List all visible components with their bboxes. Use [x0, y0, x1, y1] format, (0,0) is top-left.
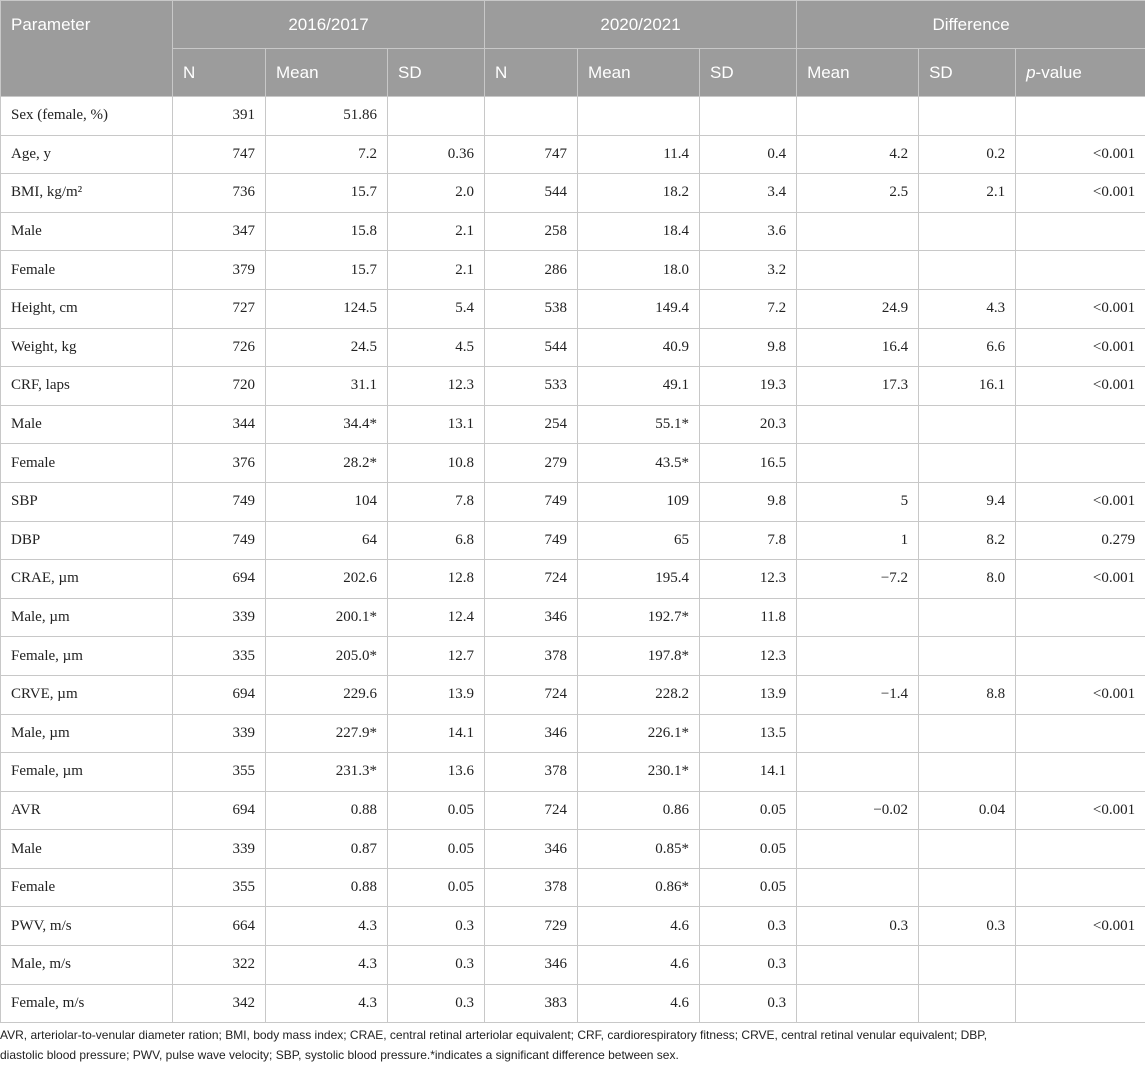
cell-n-2016: 355 [173, 868, 266, 907]
cell-diff-mean [797, 753, 919, 792]
cell-diff-sd: 0.2 [919, 135, 1016, 174]
table-row [1, 328, 1145, 367]
cell-parameter: Male, m/s [1, 946, 173, 985]
cell-sd-2016: 12.3 [388, 367, 485, 406]
cell-mean-2020: 192.7* [578, 598, 700, 637]
cell-p-value: <0.001 [1016, 907, 1145, 946]
cell-n-2016: 379 [173, 251, 266, 290]
cell-mean-2020: 230.1* [578, 753, 700, 792]
cell-n-2020: 346 [485, 598, 578, 637]
cell-diff-mean: 1 [797, 521, 919, 560]
cell-mean-2020: 65 [578, 521, 700, 560]
header-y1-sd: SD [388, 49, 485, 97]
table-row [1, 907, 1145, 946]
cell-n-2020: 533 [485, 367, 578, 406]
cell-n-2020: 724 [485, 791, 578, 830]
cell-diff-sd [919, 212, 1016, 251]
cell-diff-sd: 8.2 [919, 521, 1016, 560]
cell-diff-mean [797, 97, 919, 136]
header-p-italic: p [1026, 62, 1036, 82]
cell-p-value [1016, 405, 1145, 444]
cell-diff-mean: 2.5 [797, 174, 919, 213]
cell-mean-2016: 31.1 [266, 367, 388, 406]
cell-mean-2016: 28.2* [266, 444, 388, 483]
cell-n-2016: 376 [173, 444, 266, 483]
cell-n-2020: 729 [485, 907, 578, 946]
cell-mean-2020: 149.4 [578, 289, 700, 328]
cell-sd-2016: 5.4 [388, 289, 485, 328]
cell-mean-2016: 231.3* [266, 753, 388, 792]
cell-diff-sd [919, 444, 1016, 483]
cell-n-2020: 346 [485, 830, 578, 869]
cell-parameter: Male [1, 405, 173, 444]
cell-sd-2020: 0.3 [700, 946, 797, 985]
cell-mean-2020: 228.2 [578, 675, 700, 714]
cell-parameter: Female, µm [1, 637, 173, 676]
cell-p-value: <0.001 [1016, 675, 1145, 714]
cell-diff-sd [919, 97, 1016, 136]
footnote-line-2: diastolic blood pressure; PWV, pulse wave velocity; SBP, systolic blood pressure.*indicates a significant difference between sex. [0, 1048, 679, 1062]
cell-diff-sd: 0.04 [919, 791, 1016, 830]
cell-p-value [1016, 598, 1145, 637]
header-p-suffix: -value [1035, 62, 1082, 82]
header-row-groups [1, 1, 1145, 49]
table-row [1, 212, 1145, 251]
cell-n-2016: 322 [173, 946, 266, 985]
cell-mean-2016: 104 [266, 482, 388, 521]
table-body [1, 97, 1145, 1023]
table-row [1, 174, 1145, 213]
cell-n-2020: 378 [485, 868, 578, 907]
cell-sd-2020: 7.8 [700, 521, 797, 560]
cell-sd-2016: 0.3 [388, 946, 485, 985]
header-row-columns [1, 49, 1145, 97]
cell-diff-sd [919, 637, 1016, 676]
cell-parameter: SBP [1, 482, 173, 521]
header-year-2016-2017: 2016/2017 [173, 1, 485, 49]
cell-sd-2020 [700, 97, 797, 136]
cell-parameter: Height, cm [1, 289, 173, 328]
cell-sd-2020: 13.5 [700, 714, 797, 753]
cell-sd-2016: 0.36 [388, 135, 485, 174]
table-row [1, 289, 1145, 328]
cell-parameter: Age, y [1, 135, 173, 174]
table-header [1, 1, 1145, 97]
cell-n-2016: 339 [173, 830, 266, 869]
cell-sd-2016: 0.3 [388, 907, 485, 946]
cell-diff-sd [919, 868, 1016, 907]
cell-mean-2020: 18.4 [578, 212, 700, 251]
cell-p-value [1016, 868, 1145, 907]
table-row [1, 637, 1145, 676]
cell-diff-mean [797, 946, 919, 985]
cell-n-2020: 544 [485, 328, 578, 367]
cell-sd-2016: 0.05 [388, 791, 485, 830]
cell-sd-2020: 3.6 [700, 212, 797, 251]
table-row [1, 984, 1145, 1023]
cell-sd-2020: 16.5 [700, 444, 797, 483]
cell-p-value [1016, 97, 1145, 136]
cell-n-2020: 724 [485, 675, 578, 714]
table-row [1, 521, 1145, 560]
cell-mean-2020: 0.86* [578, 868, 700, 907]
cell-sd-2016: 7.8 [388, 482, 485, 521]
cell-diff-mean [797, 598, 919, 637]
cell-p-value [1016, 444, 1145, 483]
cell-diff-mean [797, 444, 919, 483]
cell-diff-mean [797, 830, 919, 869]
cell-sd-2016: 12.4 [388, 598, 485, 637]
cell-n-2016: 694 [173, 560, 266, 599]
cell-n-2016: 342 [173, 984, 266, 1023]
table-row [1, 560, 1145, 599]
cell-parameter: Male, µm [1, 598, 173, 637]
cell-diff-mean: 5 [797, 482, 919, 521]
cell-n-2016: 727 [173, 289, 266, 328]
cell-mean-2020: 4.6 [578, 984, 700, 1023]
cell-sd-2016: 0.3 [388, 984, 485, 1023]
table-row [1, 405, 1145, 444]
cell-diff-mean [797, 714, 919, 753]
cell-sd-2020: 9.8 [700, 328, 797, 367]
cell-sd-2020: 7.2 [700, 289, 797, 328]
cell-diff-sd [919, 753, 1016, 792]
cell-sd-2020: 3.4 [700, 174, 797, 213]
cell-n-2016: 694 [173, 675, 266, 714]
cell-parameter: DBP [1, 521, 173, 560]
cell-n-2016: 749 [173, 521, 266, 560]
cell-parameter: CRF, laps [1, 367, 173, 406]
cell-mean-2016: 200.1* [266, 598, 388, 637]
cell-sd-2020: 0.3 [700, 984, 797, 1023]
cell-p-value: <0.001 [1016, 560, 1145, 599]
cell-n-2020: 346 [485, 946, 578, 985]
cell-parameter: CRVE, µm [1, 675, 173, 714]
cell-sd-2016: 2.0 [388, 174, 485, 213]
cell-n-2020: 749 [485, 521, 578, 560]
cell-diff-sd: 4.3 [919, 289, 1016, 328]
cell-n-2016: 736 [173, 174, 266, 213]
cell-mean-2016: 15.7 [266, 251, 388, 290]
cell-parameter: Female [1, 251, 173, 290]
table-row [1, 367, 1145, 406]
cell-parameter: Male, µm [1, 714, 173, 753]
cell-parameter: Weight, kg [1, 328, 173, 367]
cell-mean-2020: 40.9 [578, 328, 700, 367]
cell-p-value [1016, 637, 1145, 676]
cell-n-2016: 355 [173, 753, 266, 792]
cell-n-2016: 694 [173, 791, 266, 830]
cell-diff-sd [919, 251, 1016, 290]
cell-p-value: <0.001 [1016, 289, 1145, 328]
cell-parameter: Female, µm [1, 753, 173, 792]
cell-n-2020: 254 [485, 405, 578, 444]
cell-n-2016: 391 [173, 97, 266, 136]
cell-sd-2020: 9.8 [700, 482, 797, 521]
cell-sd-2016: 0.05 [388, 868, 485, 907]
cell-diff-mean: 24.9 [797, 289, 919, 328]
cell-mean-2016: 34.4* [266, 405, 388, 444]
cell-diff-sd: 9.4 [919, 482, 1016, 521]
cell-sd-2020: 0.05 [700, 830, 797, 869]
table-row [1, 251, 1145, 290]
cell-sd-2016 [388, 97, 485, 136]
cell-p-value: <0.001 [1016, 482, 1145, 521]
cell-n-2016: 747 [173, 135, 266, 174]
cell-mean-2016: 0.87 [266, 830, 388, 869]
cell-p-value [1016, 714, 1145, 753]
cell-parameter: Female, m/s [1, 984, 173, 1023]
cell-p-value: <0.001 [1016, 328, 1145, 367]
cell-sd-2016: 6.8 [388, 521, 485, 560]
cell-sd-2016: 13.6 [388, 753, 485, 792]
cell-mean-2020: 4.6 [578, 946, 700, 985]
cell-sd-2016: 14.1 [388, 714, 485, 753]
cell-sd-2016: 12.8 [388, 560, 485, 599]
cell-sd-2020: 20.3 [700, 405, 797, 444]
table-row [1, 714, 1145, 753]
cell-sd-2020: 12.3 [700, 560, 797, 599]
cell-p-value: <0.001 [1016, 367, 1145, 406]
header-difference: Difference [797, 1, 1145, 49]
cell-sd-2016: 13.1 [388, 405, 485, 444]
cell-mean-2016: 0.88 [266, 791, 388, 830]
cell-mean-2020: 55.1* [578, 405, 700, 444]
cell-parameter: Sex (female, %) [1, 97, 173, 136]
cell-diff-mean: −1.4 [797, 675, 919, 714]
cell-parameter: CRAE, µm [1, 560, 173, 599]
cell-diff-mean: −7.2 [797, 560, 919, 599]
cell-n-2016: 664 [173, 907, 266, 946]
cell-mean-2016: 15.7 [266, 174, 388, 213]
cell-sd-2016: 4.5 [388, 328, 485, 367]
cell-sd-2020: 19.3 [700, 367, 797, 406]
cell-parameter: AVR [1, 791, 173, 830]
table-row [1, 135, 1145, 174]
cell-parameter: Male [1, 830, 173, 869]
table-row [1, 444, 1145, 483]
header-p-value [1016, 49, 1145, 97]
cell-diff-sd [919, 405, 1016, 444]
cell-p-value [1016, 753, 1145, 792]
cell-n-2020: 286 [485, 251, 578, 290]
cell-n-2020: 378 [485, 753, 578, 792]
cell-mean-2020: 197.8* [578, 637, 700, 676]
cell-p-value [1016, 984, 1145, 1023]
cell-diff-sd: 8.0 [919, 560, 1016, 599]
cell-mean-2016: 15.8 [266, 212, 388, 251]
table-row [1, 753, 1145, 792]
header-y2-mean: Mean [578, 49, 700, 97]
cell-sd-2020: 14.1 [700, 753, 797, 792]
cell-sd-2020: 0.4 [700, 135, 797, 174]
cell-diff-mean: 0.3 [797, 907, 919, 946]
cell-n-2016: 720 [173, 367, 266, 406]
cell-diff-mean [797, 868, 919, 907]
cell-n-2020: 749 [485, 482, 578, 521]
cell-diff-sd: 8.8 [919, 675, 1016, 714]
cell-parameter: PWV, m/s [1, 907, 173, 946]
cell-mean-2020: 18.0 [578, 251, 700, 290]
cell-mean-2016: 7.2 [266, 135, 388, 174]
cell-n-2016: 339 [173, 714, 266, 753]
cell-sd-2016: 13.9 [388, 675, 485, 714]
table-row [1, 868, 1145, 907]
header-y1-n: N [173, 49, 266, 97]
cell-mean-2016: 0.88 [266, 868, 388, 907]
footnote-line-1: AVR, arteriolar-to-venular diameter ration; BMI, body mass index; CRAE, central retinal arteriolar equivalent; CRF, cardiorespiratory fitness; CRVE, central retinal venular equivalent; DBP, [0, 1028, 988, 1042]
cell-parameter: BMI, kg/m² [1, 174, 173, 213]
cell-diff-mean: 4.2 [797, 135, 919, 174]
cell-diff-sd [919, 830, 1016, 869]
cell-diff-mean: 16.4 [797, 328, 919, 367]
cell-mean-2020: 49.1 [578, 367, 700, 406]
cell-mean-2020: 195.4 [578, 560, 700, 599]
cell-n-2020 [485, 97, 578, 136]
cell-diff-sd [919, 598, 1016, 637]
cell-p-value: <0.001 [1016, 135, 1145, 174]
cell-n-2020: 279 [485, 444, 578, 483]
header-y2-sd: SD [700, 49, 797, 97]
cell-n-2020: 258 [485, 212, 578, 251]
cell-diff-mean [797, 405, 919, 444]
table-row [1, 482, 1145, 521]
cell-mean-2020: 4.6 [578, 907, 700, 946]
cell-mean-2016: 64 [266, 521, 388, 560]
cell-sd-2016: 2.1 [388, 212, 485, 251]
cell-n-2020: 724 [485, 560, 578, 599]
cell-n-2016: 335 [173, 637, 266, 676]
cell-diff-sd: 6.6 [919, 328, 1016, 367]
cell-sd-2020: 0.05 [700, 868, 797, 907]
cell-parameter: Female [1, 444, 173, 483]
cell-mean-2020: 43.5* [578, 444, 700, 483]
cell-mean-2016: 124.5 [266, 289, 388, 328]
cell-diff-sd [919, 946, 1016, 985]
cell-n-2020: 544 [485, 174, 578, 213]
cell-mean-2016: 24.5 [266, 328, 388, 367]
cell-n-2020: 346 [485, 714, 578, 753]
cell-p-value [1016, 830, 1145, 869]
cell-diff-mean [797, 251, 919, 290]
cell-diff-mean: 17.3 [797, 367, 919, 406]
cell-n-2016: 749 [173, 482, 266, 521]
cell-sd-2020: 0.3 [700, 907, 797, 946]
header-year-2020-2021: 2020/2021 [485, 1, 797, 49]
cell-p-value: <0.001 [1016, 791, 1145, 830]
cell-parameter: Male [1, 212, 173, 251]
cell-sd-2016: 12.7 [388, 637, 485, 676]
cell-n-2016: 347 [173, 212, 266, 251]
cell-sd-2020: 3.2 [700, 251, 797, 290]
cell-mean-2020: 18.2 [578, 174, 700, 213]
header-parameter: Parameter [1, 1, 173, 97]
cell-n-2020: 383 [485, 984, 578, 1023]
header-y1-mean: Mean [266, 49, 388, 97]
cell-n-2020: 747 [485, 135, 578, 174]
cell-sd-2020: 12.3 [700, 637, 797, 676]
cell-n-2016: 344 [173, 405, 266, 444]
cell-p-value [1016, 946, 1145, 985]
cell-mean-2016: 227.9* [266, 714, 388, 753]
cell-diff-mean [797, 212, 919, 251]
cell-mean-2016: 205.0* [266, 637, 388, 676]
cell-mean-2016: 4.3 [266, 946, 388, 985]
table-row [1, 598, 1145, 637]
cell-sd-2016: 2.1 [388, 251, 485, 290]
cell-diff-mean [797, 637, 919, 676]
cell-mean-2020: 0.85* [578, 830, 700, 869]
header-diff-sd: SD [919, 49, 1016, 97]
cell-mean-2016: 4.3 [266, 907, 388, 946]
header-y2-n: N [485, 49, 578, 97]
cell-n-2016: 339 [173, 598, 266, 637]
cell-mean-2016: 4.3 [266, 984, 388, 1023]
cell-diff-mean [797, 984, 919, 1023]
cell-mean-2020: 11.4 [578, 135, 700, 174]
cell-mean-2016: 51.86 [266, 97, 388, 136]
cell-sd-2020: 11.8 [700, 598, 797, 637]
cell-mean-2020: 109 [578, 482, 700, 521]
cell-parameter: Female [1, 868, 173, 907]
cell-sd-2016: 0.05 [388, 830, 485, 869]
cell-diff-sd [919, 984, 1016, 1023]
cell-mean-2020 [578, 97, 700, 136]
cell-diff-sd [919, 714, 1016, 753]
cell-p-value [1016, 251, 1145, 290]
cell-p-value [1016, 212, 1145, 251]
table-footnote [0, 1025, 1140, 1065]
cell-mean-2016: 229.6 [266, 675, 388, 714]
table-row [1, 97, 1145, 136]
cell-mean-2020: 226.1* [578, 714, 700, 753]
cell-p-value: <0.001 [1016, 174, 1145, 213]
cell-mean-2020: 0.86 [578, 791, 700, 830]
cell-p-value: 0.279 [1016, 521, 1145, 560]
table-row [1, 791, 1145, 830]
cell-sd-2020: 0.05 [700, 791, 797, 830]
cell-diff-sd: 16.1 [919, 367, 1016, 406]
cell-sd-2016: 10.8 [388, 444, 485, 483]
header-diff-mean: Mean [797, 49, 919, 97]
table-row [1, 946, 1145, 985]
cell-n-2020: 378 [485, 637, 578, 676]
table-row [1, 675, 1145, 714]
cell-mean-2016: 202.6 [266, 560, 388, 599]
cell-sd-2020: 13.9 [700, 675, 797, 714]
cell-n-2020: 538 [485, 289, 578, 328]
cell-diff-mean: −0.02 [797, 791, 919, 830]
table-row [1, 830, 1145, 869]
cell-diff-sd: 0.3 [919, 907, 1016, 946]
cell-diff-sd: 2.1 [919, 174, 1016, 213]
cell-n-2016: 726 [173, 328, 266, 367]
